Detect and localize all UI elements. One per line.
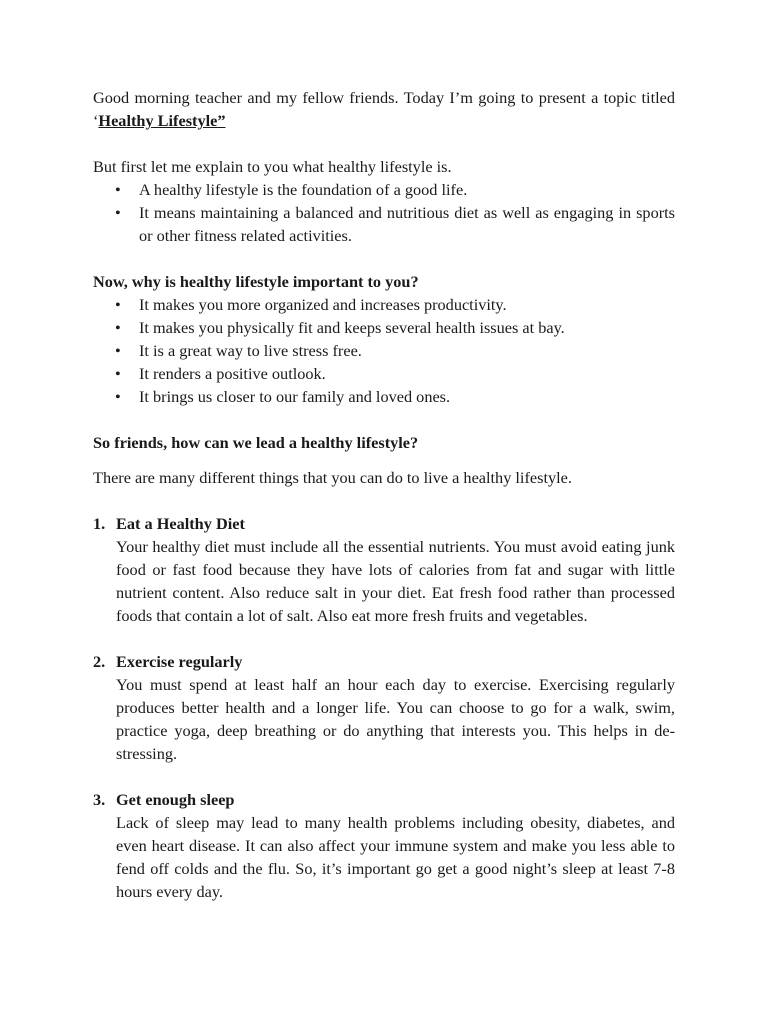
bullet-text: It is a great way to live stress free. xyxy=(139,341,362,360)
bullet-text: A healthy lifestyle is the foundation of a good life. xyxy=(139,180,468,199)
step-number: 3. xyxy=(93,790,106,809)
bullet-icon: • xyxy=(115,180,121,199)
bullet-text: It means maintaining a balanced and nutritious diet as well as engaging in sports or other fitness related activities. xyxy=(139,203,675,245)
spacer xyxy=(93,489,675,501)
list-item xyxy=(93,201,675,247)
step-title: Get enough sleep xyxy=(116,790,235,809)
step-number: 2. xyxy=(93,652,106,671)
spacer xyxy=(93,454,675,466)
section2-bullet-list xyxy=(93,293,675,408)
section2-heading: Now, why is healthy lifestyle important to you? xyxy=(93,272,419,291)
step-item xyxy=(93,788,675,903)
bullet-icon: • xyxy=(115,387,121,406)
bullet-text: It brings us closer to our family and loved ones. xyxy=(139,387,451,406)
spacer xyxy=(93,247,675,270)
step-item xyxy=(93,512,675,627)
list-item xyxy=(93,178,675,201)
bullet-text: It makes you physically fit and keeps several health issues at bay. xyxy=(139,318,565,337)
bullet-icon: • xyxy=(115,203,121,222)
title-open-quote: ‘ xyxy=(93,111,99,130)
step-item xyxy=(93,650,675,765)
step-title: Exercise regularly xyxy=(116,652,243,671)
intro-paragraph xyxy=(93,86,675,132)
list-item xyxy=(93,339,675,362)
document-page xyxy=(93,86,675,903)
topic-title: Healthy Lifestyle” xyxy=(98,111,226,130)
list-item xyxy=(93,362,675,385)
step-title: Eat a Healthy Diet xyxy=(116,514,245,533)
list-item xyxy=(93,385,675,408)
section1-bullet-list xyxy=(93,178,675,247)
steps-list xyxy=(93,512,675,903)
spacer xyxy=(93,408,675,431)
step-body: Lack of sleep may lead to many health problems including obesity, diabetes, and even heart disease. It can also affect your immune system and make you less able to fend off colds and the flu. So, it’s important go get a good night’s sleep at least 7-8 hours every day. xyxy=(116,813,675,901)
step-body: Your healthy diet must include all the essential nutrients. You must avoid eating junk food or fast food because they have lots of calories from fat and sugar with little nutrient content. Also reduce salt in your diet. Eat fresh food rather than processed foods that contain a lot of salt. Also eat more fresh fruits and vegetables. xyxy=(116,537,675,625)
section3-heading: So friends, how can we lead a healthy lifestyle? xyxy=(93,433,419,452)
list-item xyxy=(93,293,675,316)
section1-lead: But first let me explain to you what healthy lifestyle is. xyxy=(93,157,452,176)
list-item xyxy=(93,316,675,339)
bullet-icon: • xyxy=(115,318,121,337)
bullet-icon: • xyxy=(115,341,121,360)
intro-text: Good morning teacher and my fellow friends. Today I’m going to present a topic titled xyxy=(93,88,675,107)
step-number: 1. xyxy=(93,514,106,533)
spacer xyxy=(93,501,675,512)
section3-lead: There are many different things that you can do to live a healthy lifestyle. xyxy=(93,468,572,487)
bullet-icon: • xyxy=(115,364,121,383)
bullet-text: It renders a positive outlook. xyxy=(139,364,326,383)
bullet-icon: • xyxy=(115,295,121,314)
step-body: You must spend at least half an hour each day to exercise. Exercising regularly produces better health and a longer life. You can choose to go for a walk, swim, practice yoga, deep breathing or do anything that interests you. This helps in de-stressing. xyxy=(116,675,675,763)
bullet-text: It makes you more organized and increases productivity. xyxy=(139,295,507,314)
